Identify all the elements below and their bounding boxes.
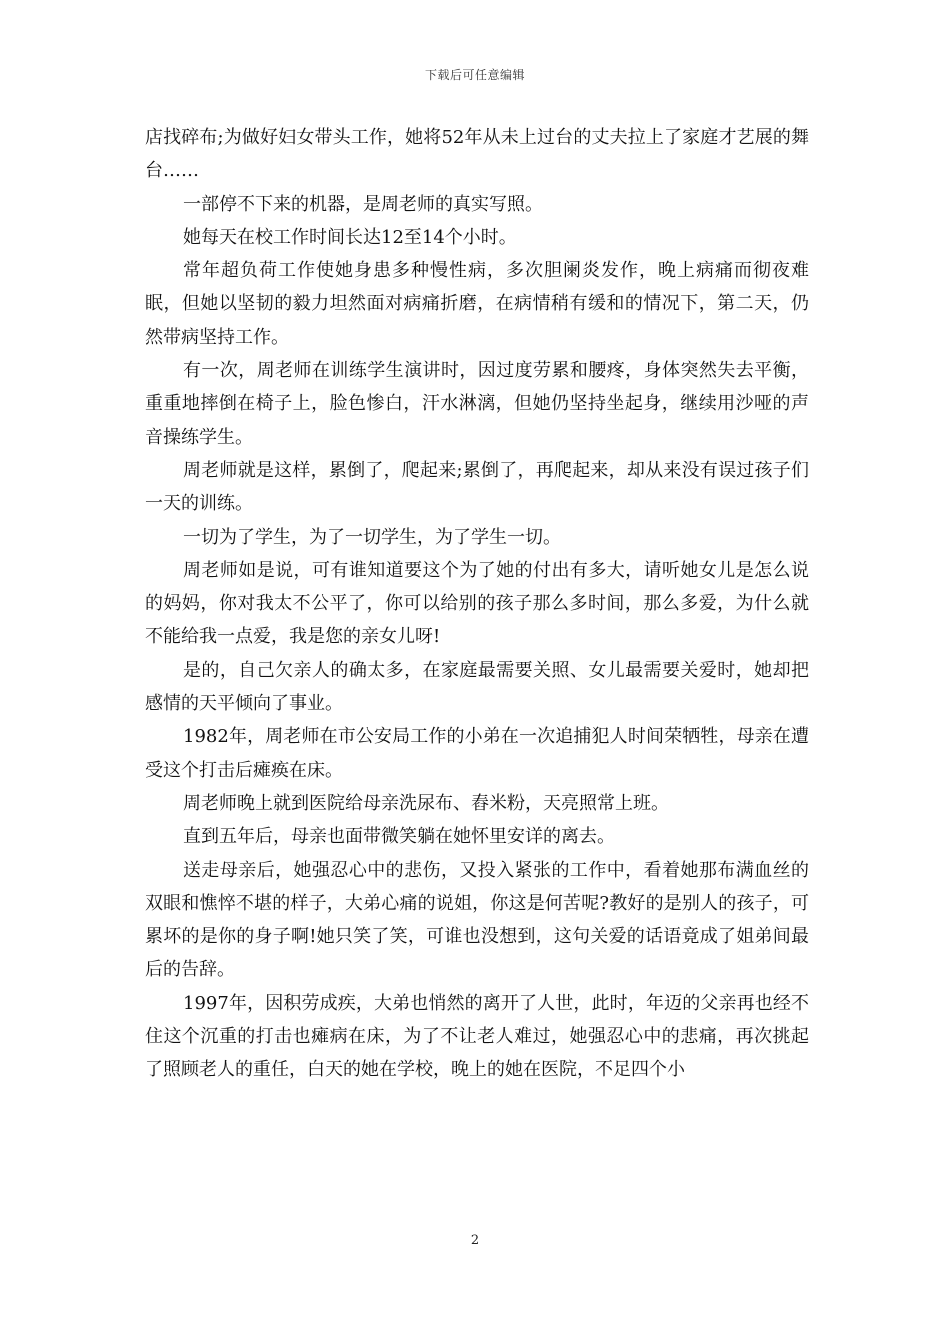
paragraph-7: 一切为了学生，为了一切学生，为了学生一切。 [183, 526, 561, 548]
paragraph-10: 1982年，周老师在市公安局工作的小弟在一次追捕犯人时间荣牺牲，母亲在遭受这个打击后瘫痪在床。 [145, 726, 809, 781]
document-body [145, 121, 809, 1087]
page-header: 下载后可任意编辑 [424, 68, 525, 82]
paragraph-2: 一部停不下来的机器，是周老师的真实写照。 [183, 193, 543, 215]
paragraph-1: 店找碎布;为做好妇女带头工作，她将52年从未上过台的丈夫拉上了家庭才艺展的舞台…… [145, 127, 809, 182]
paragraph-5: 有一次，周老师在训练学生演讲时，因过度劳累和腰疼，身体突然失去平衡，重重地摔倒在椅子上，脸色惨白，汗水淋漓，但她仍坚持坐起身，继续用沙哑的声音操练学生。 [145, 360, 809, 448]
paragraph-3: 她每天在校工作时间长达12至14个小时。 [183, 226, 517, 248]
paragraph-8: 周老师如是说，可有谁知道要这个为了她的付出有多大，请听她女儿是怎么说的妈妈，你对我太不公平了，你可以给别的孩子那么多时间，那么多爱，为什么就不能给我一点爱，我是您的亲女儿呀! [145, 559, 809, 648]
paragraph-4: 常年超负荷工作使她身患多种慢性病，多次胆阑炎发作，晚上病痛而彻夜难眠，但她以坚韧的毅力坦然面对病痛折磨，在病情稍有缓和的情况下，第二天，仍然带病坚持工作。 [145, 260, 809, 348]
paragraph-14: 1997年，因积劳成疾，大弟也悄然的离开了人世，此时，年迈的父亲再也经不住这个沉重的打击也瘫病在床，为了不让老人难过，她强忍心中的悲痛，再次挑起了照顾老人的重任，白天的她在学校，晚上的她在医院，不足四个小 [145, 992, 809, 1081]
paragraph-13: 送走母亲后，她强忍心中的悲伤，又投入紧张的工作中，看着她那布满血丝的双眼和憔悴不堪的样子，大弟心痛的说姐，你这是何苦呢?教好的是别人的孩子，可累坏的是你的身子啊!她只笑了笑，可谁也没想到，这句关爱的话语竟成了姐弟间最后的告辞。 [145, 859, 809, 981]
paragraph-11: 周老师晚上就到医院给母亲洗尿布、舂米粉，天亮照常上班。 [183, 792, 669, 814]
paragraph-12: 直到五年后，母亲也面带微笑躺在她怀里安详的离去。 [183, 826, 615, 848]
paragraph-6: 周老师就是这样，累倒了，爬起来;累倒了，再爬起来，却从来没有误过孩子们一天的训练。 [145, 459, 809, 515]
page-number: 2 [470, 1233, 480, 1248]
paragraph-9: 是的，自己欠亲人的确太多，在家庭最需要关照、女儿最需要关爱时，她却把感情的天平倾向了事业。 [145, 659, 809, 715]
